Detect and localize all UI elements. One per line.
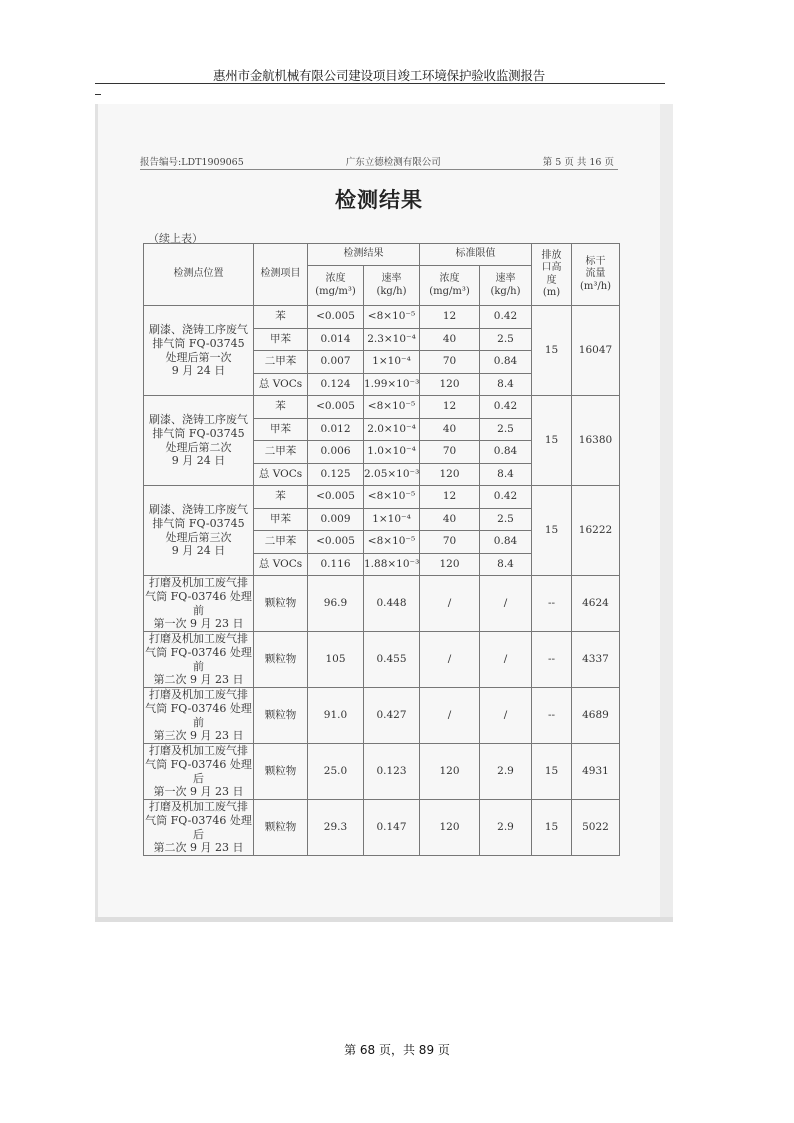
header-flow: 标干 流量 (m³/h) xyxy=(572,244,620,306)
conc-cell: 96.9 xyxy=(308,576,364,632)
limit-rate-cell: 0.84 xyxy=(480,351,532,374)
item-cell: 二甲苯 xyxy=(254,351,308,374)
location-cell: 打磨及机加工废气排 气筒 FQ-03746 处理前 第一次 9 月 23 日 xyxy=(145,576,252,631)
item-cell: 颗粒物 xyxy=(254,688,308,744)
header-limit-group: 标准限值 xyxy=(420,244,532,266)
limit-rate-cell: 8.4 xyxy=(480,463,532,486)
rate-cell: 0.123 xyxy=(364,744,420,800)
rate-cell: 2.3×10⁻⁴ xyxy=(364,328,420,351)
limit-rate-cell: 2.9 xyxy=(480,744,532,800)
header-limit-rate: 速率 (kg/h) xyxy=(480,266,532,306)
header-conc: 浓度 (mg/m³) xyxy=(308,266,364,306)
limit-rate-cell: 2.5 xyxy=(480,418,532,441)
limit-rate-cell: 0.42 xyxy=(480,396,532,419)
header-height: 排放 口高 度 (m) xyxy=(532,244,572,306)
flow-cell: 5022 xyxy=(572,800,620,856)
limit-conc-cell: 12 xyxy=(420,396,480,419)
item-cell: 苯 xyxy=(254,486,308,509)
rate-cell: <8×10⁻⁵ xyxy=(364,486,420,509)
table-row xyxy=(144,306,620,329)
limit-conc-cell: 12 xyxy=(420,306,480,329)
flow-cell: 16047 xyxy=(572,306,620,396)
table-row xyxy=(144,744,620,800)
limit-conc-cell: 12 xyxy=(420,486,480,509)
flow-cell: 16380 xyxy=(572,396,620,486)
continued-label: （续上表） xyxy=(148,232,203,245)
header-rate: 速率 (kg/h) xyxy=(364,266,420,306)
rate-cell: 1.0×10⁻⁴ xyxy=(364,441,420,464)
location-cell: 刷漆、浇铸工序废气 排气筒 FQ-03745 处理后第三次 9 月 24 日 xyxy=(144,486,254,576)
table-row xyxy=(144,800,620,856)
limit-rate-cell: 2.5 xyxy=(480,328,532,351)
limit-conc-cell: 120 xyxy=(420,800,480,856)
height-cell: 15 xyxy=(532,486,572,576)
header-rule xyxy=(95,83,665,84)
height-cell: 15 xyxy=(532,306,572,396)
limit-conc-cell: 70 xyxy=(420,351,480,374)
flow-cell: 4337 xyxy=(572,632,620,688)
rate-cell: 1.99×10⁻³ xyxy=(364,373,420,396)
item-cell: 总 VOCs xyxy=(254,553,308,576)
conc-cell: 105 xyxy=(308,632,364,688)
limit-conc-cell: 120 xyxy=(420,463,480,486)
limit-rate-cell: 2.9 xyxy=(480,800,532,856)
limit-conc-cell: 120 xyxy=(420,553,480,576)
item-cell: 颗粒物 xyxy=(254,632,308,688)
limit-rate-cell: / xyxy=(480,688,532,744)
header-mark xyxy=(95,94,101,95)
conc-cell: 0.116 xyxy=(308,553,364,576)
item-cell: 二甲苯 xyxy=(254,531,308,554)
item-cell: 甲苯 xyxy=(254,418,308,441)
rate-cell: 1.88×10⁻³ xyxy=(364,553,420,576)
header-location: 检测点位置 xyxy=(144,244,254,306)
conc-cell: 0.007 xyxy=(308,351,364,374)
flow-cell: 4624 xyxy=(572,576,620,632)
limit-conc-cell: 70 xyxy=(420,531,480,554)
height-cell: -- xyxy=(532,688,572,744)
flow-cell: 4689 xyxy=(572,688,620,744)
limit-conc-cell: 120 xyxy=(420,373,480,396)
limit-rate-cell: 0.42 xyxy=(480,486,532,509)
rate-cell: 0.427 xyxy=(364,688,420,744)
document-header: 惠州市金航机械有限公司建设项目竣工环境保护验收监测报告 xyxy=(212,68,546,83)
limit-rate-cell: 0.42 xyxy=(480,306,532,329)
conc-cell: 25.0 xyxy=(308,744,364,800)
flow-cell: 4931 xyxy=(572,744,620,800)
header-item: 检测项目 xyxy=(254,244,308,306)
conc-cell: 0.012 xyxy=(308,418,364,441)
table-row xyxy=(144,576,620,632)
limit-conc-cell: 70 xyxy=(420,441,480,464)
height-cell: 15 xyxy=(532,396,572,486)
conc-cell: 0.125 xyxy=(308,463,364,486)
height-cell: 15 xyxy=(532,744,572,800)
rate-cell: 0.455 xyxy=(364,632,420,688)
item-cell: 颗粒物 xyxy=(254,576,308,632)
location-cell: 打磨及机加工废气排 气筒 FQ-03746 处理前 第三次 9 月 23 日 xyxy=(145,688,252,743)
limit-rate-cell: / xyxy=(480,576,532,632)
conc-cell: 91.0 xyxy=(308,688,364,744)
location-cell: 刷漆、浇铸工序废气 排气筒 FQ-03745 处理后第二次 9 月 24 日 xyxy=(144,396,254,486)
report-title: 检测结果 xyxy=(335,187,423,212)
height-cell: -- xyxy=(532,576,572,632)
height-cell: -- xyxy=(532,632,572,688)
conc-cell: <0.005 xyxy=(308,486,364,509)
item-cell: 甲苯 xyxy=(254,328,308,351)
item-cell: 苯 xyxy=(254,396,308,419)
page-footer: 第 68 页，共 89 页 xyxy=(344,1043,450,1057)
item-cell: 颗粒物 xyxy=(254,744,308,800)
location-cell: 刷漆、浇铸工序废气 排气筒 FQ-03745 处理后第一次 9 月 24 日 xyxy=(144,306,254,396)
report-company: 广东立德检测有限公司 xyxy=(345,157,441,168)
meta-rule xyxy=(140,169,618,170)
rate-cell: 0.448 xyxy=(364,576,420,632)
table-row xyxy=(144,632,620,688)
conc-cell: 0.014 xyxy=(308,328,364,351)
limit-conc-cell: / xyxy=(420,632,480,688)
limit-rate-cell: 8.4 xyxy=(480,373,532,396)
rate-cell: 1×10⁻⁴ xyxy=(364,508,420,531)
item-cell: 总 VOCs xyxy=(254,373,308,396)
item-cell: 总 VOCs xyxy=(254,463,308,486)
limit-conc-cell: 40 xyxy=(420,418,480,441)
item-cell: 苯 xyxy=(254,306,308,329)
rate-cell: 2.05×10⁻³ xyxy=(364,463,420,486)
limit-conc-cell: / xyxy=(420,688,480,744)
results-table xyxy=(143,243,620,856)
limit-conc-cell: 40 xyxy=(420,508,480,531)
table-row xyxy=(144,688,620,744)
rate-cell: 1×10⁻⁴ xyxy=(364,351,420,374)
conc-cell: 0.006 xyxy=(308,441,364,464)
scan-left-edge xyxy=(95,104,98,922)
header-limit-conc: 浓度 (mg/m³) xyxy=(420,266,480,306)
scan-right-edge xyxy=(660,104,673,922)
rate-cell: 0.147 xyxy=(364,800,420,856)
item-cell: 甲苯 xyxy=(254,508,308,531)
item-cell: 颗粒物 xyxy=(254,800,308,856)
location-cell: 打磨及机加工废气排 气筒 FQ-03746 处理后 第二次 9 月 23 日 xyxy=(145,800,252,855)
table-row xyxy=(144,396,620,419)
table-body xyxy=(144,306,620,856)
item-cell: 二甲苯 xyxy=(254,441,308,464)
rate-cell: 2.0×10⁻⁴ xyxy=(364,418,420,441)
header-result-group: 检测结果 xyxy=(308,244,420,266)
conc-cell: 0.124 xyxy=(308,373,364,396)
rate-cell: <8×10⁻⁵ xyxy=(364,306,420,329)
limit-conc-cell: / xyxy=(420,576,480,632)
report-meta xyxy=(140,154,614,168)
limit-rate-cell: 0.84 xyxy=(480,531,532,554)
conc-cell: 29.3 xyxy=(308,800,364,856)
rate-cell: <8×10⁻⁵ xyxy=(364,396,420,419)
height-cell: 15 xyxy=(532,800,572,856)
table-row xyxy=(144,486,620,509)
flow-cell: 16222 xyxy=(572,486,620,576)
location-cell: 打磨及机加工废气排 气筒 FQ-03746 处理后 第一次 9 月 23 日 xyxy=(145,744,252,799)
conc-cell: <0.005 xyxy=(308,306,364,329)
limit-conc-cell: 40 xyxy=(420,328,480,351)
conc-cell: 0.009 xyxy=(308,508,364,531)
limit-rate-cell: 8.4 xyxy=(480,553,532,576)
conc-cell: <0.005 xyxy=(308,531,364,554)
limit-conc-cell: 120 xyxy=(420,744,480,800)
location-cell: 打磨及机加工废气排 气筒 FQ-03746 处理前 第二次 9 月 23 日 xyxy=(145,632,252,687)
scan-bottom-edge xyxy=(95,917,673,922)
report-page: 第 5 页 共 16 页 xyxy=(542,157,614,168)
limit-rate-cell: / xyxy=(480,632,532,688)
report-number: 报告编号:LDT1909065 xyxy=(140,157,244,168)
conc-cell: <0.005 xyxy=(308,396,364,419)
limit-rate-cell: 2.5 xyxy=(480,508,532,531)
limit-rate-cell: 0.84 xyxy=(480,441,532,464)
rate-cell: <8×10⁻⁵ xyxy=(364,531,420,554)
